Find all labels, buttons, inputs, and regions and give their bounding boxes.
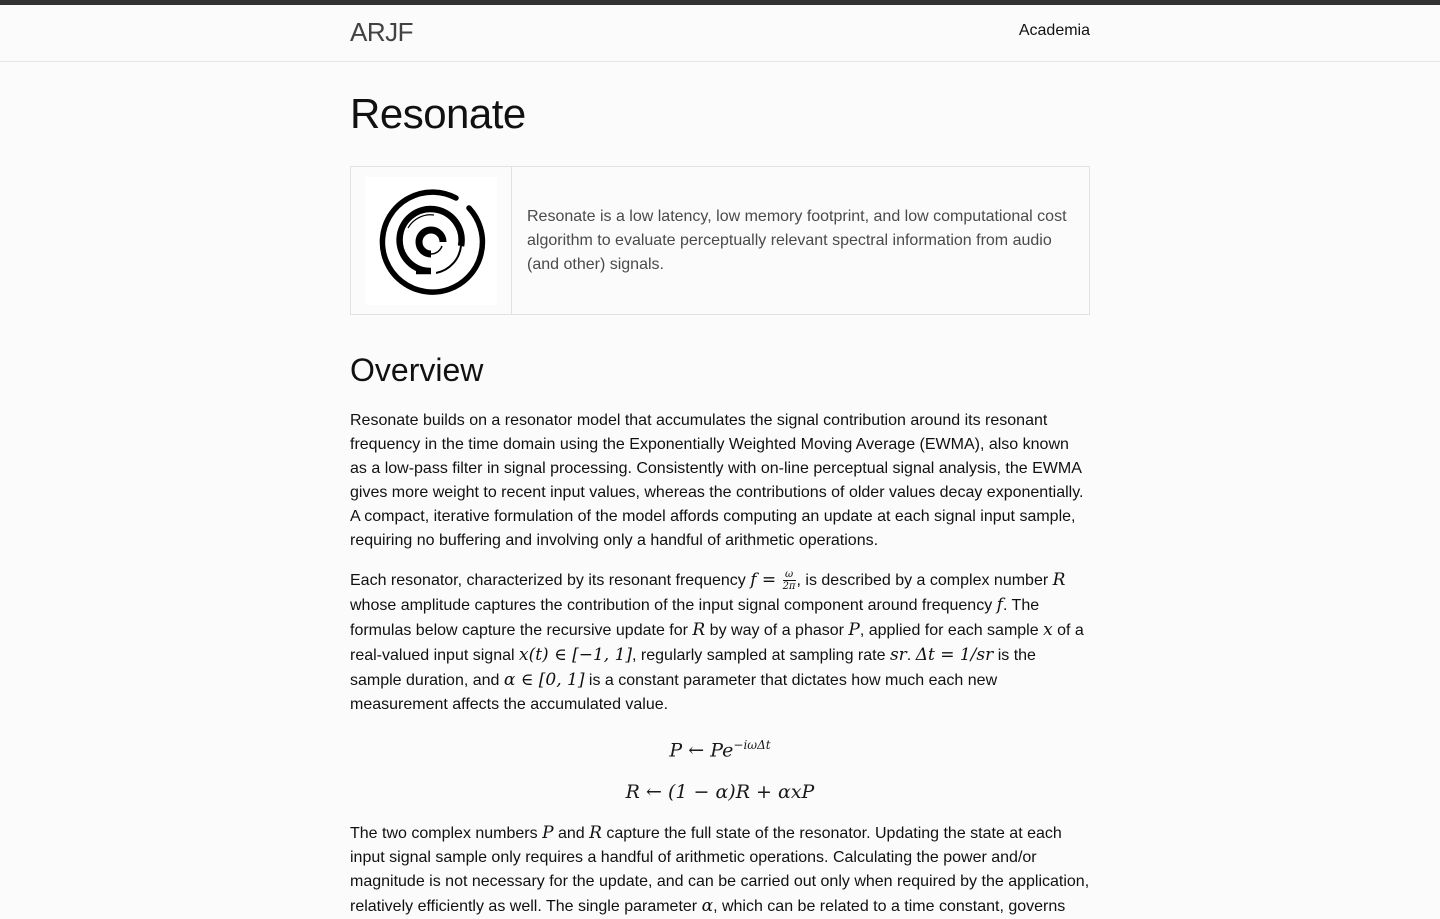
- p3-text-4: , which can be related to a time constant, governs: [713, 898, 1066, 916]
- overview-heading: Overview: [350, 352, 484, 388]
- card-description: Resonate is a low latency, low memory footprint, and low computational cost algorithm to evaluate perceptually relevant spectral information from audio (and other) signals.: [527, 207, 1067, 273]
- card-logo-cell: [351, 167, 512, 314]
- math-R: R: [1052, 570, 1066, 590]
- p3-text-3: capture the full state of the resonator. Updating the state at each input signal sample only requires a handful of arithmetic operations. Calculating the power and/or magnitude is not necessary for the update, and can be carried out only when required by the application, relatively efficiently as well. The single parameter: [350, 825, 1090, 916]
- page-title: Resonate: [350, 90, 526, 137]
- math-x-of-t-range: x(t) ∈ [−1, 1]: [519, 645, 633, 665]
- p3-text-1: The two complex numbers: [350, 825, 543, 843]
- math-R-3: R: [589, 823, 602, 844]
- overview-paragraph-1: Resonate builds on a resonator model that accumulates the signal contribution around its resonant frequency in the time domain using the Exponentially Weighted Moving Average (EWMA), also known as a low-pass filter in signal processing. Consistently with on-line perceptual signal analysis, the EWMA gives more weight to recent input values, whereas the contributions of older values decay exponentially. A compact, iterative formulation of the model affords computing an update at each signal input sample, requiring no buffering and involving only a handful of arithmetic operations.: [350, 412, 1084, 549]
- p2-text-8: , regularly sampled at sampling rate: [632, 647, 890, 664]
- resonate-spiral-logo-icon: [376, 186, 486, 296]
- p2-text-3: whose amplitude captures the contribution of the input signal component around frequency: [350, 597, 997, 614]
- overview-paragraph-2: [350, 568, 1090, 717]
- math-sr: sr: [889, 645, 907, 665]
- math-x: x: [1043, 620, 1053, 640]
- intro-card: [350, 166, 1090, 315]
- p2-text-6: , applied for each sample: [859, 622, 1044, 639]
- math-P: P: [848, 620, 860, 640]
- p2-text-5: by way of a phasor: [705, 622, 849, 639]
- math-delta-t: Δt = 1/sr: [915, 645, 994, 665]
- p2-text-2: , is described by a complex number: [796, 572, 1053, 589]
- p2-text-9: .: [906, 647, 916, 664]
- p2-text-11: is a constant parameter that dictates how much each new measurement affects the accumulated value.: [350, 672, 998, 713]
- equation-resonator-update: R ← (1 − α)R + αxP: [625, 781, 815, 804]
- math-R-2: R: [692, 620, 706, 640]
- math-fraction-omega-2pi: [783, 569, 796, 592]
- p2-text-1: Each resonator, characterized by its resonant frequency: [350, 572, 751, 589]
- nav-link-academia[interactable]: Academia: [1018, 22, 1090, 39]
- math-alpha-range: α ∈ [0, 1]: [503, 670, 585, 690]
- overview-paragraph-3: [350, 821, 1090, 919]
- math-f: f: [996, 595, 1003, 615]
- p2-text-7: of a real-valued input signal: [350, 622, 1084, 664]
- math-alpha: α: [701, 896, 714, 917]
- p2-text-4: . The formulas below capture the recursive update for: [350, 597, 1040, 639]
- fraction-numerator: ω: [783, 569, 796, 581]
- fraction-denominator: 2π: [782, 581, 796, 593]
- equation-phasor-update: [350, 732, 1090, 763]
- p3-text-2: and: [553, 825, 590, 843]
- p2-text-10: is the sample duration, and: [350, 647, 1036, 689]
- math-P-2: P: [542, 823, 554, 844]
- eq1-exponent: −iωΔt: [733, 738, 771, 752]
- site-title-link[interactable]: ARJF: [350, 16, 413, 47]
- eq1-base: P ← Pe: [669, 739, 734, 762]
- math-f-equals: f =: [750, 570, 782, 590]
- site-header: [0, 5, 1440, 62]
- main-content: [350, 90, 1090, 919]
